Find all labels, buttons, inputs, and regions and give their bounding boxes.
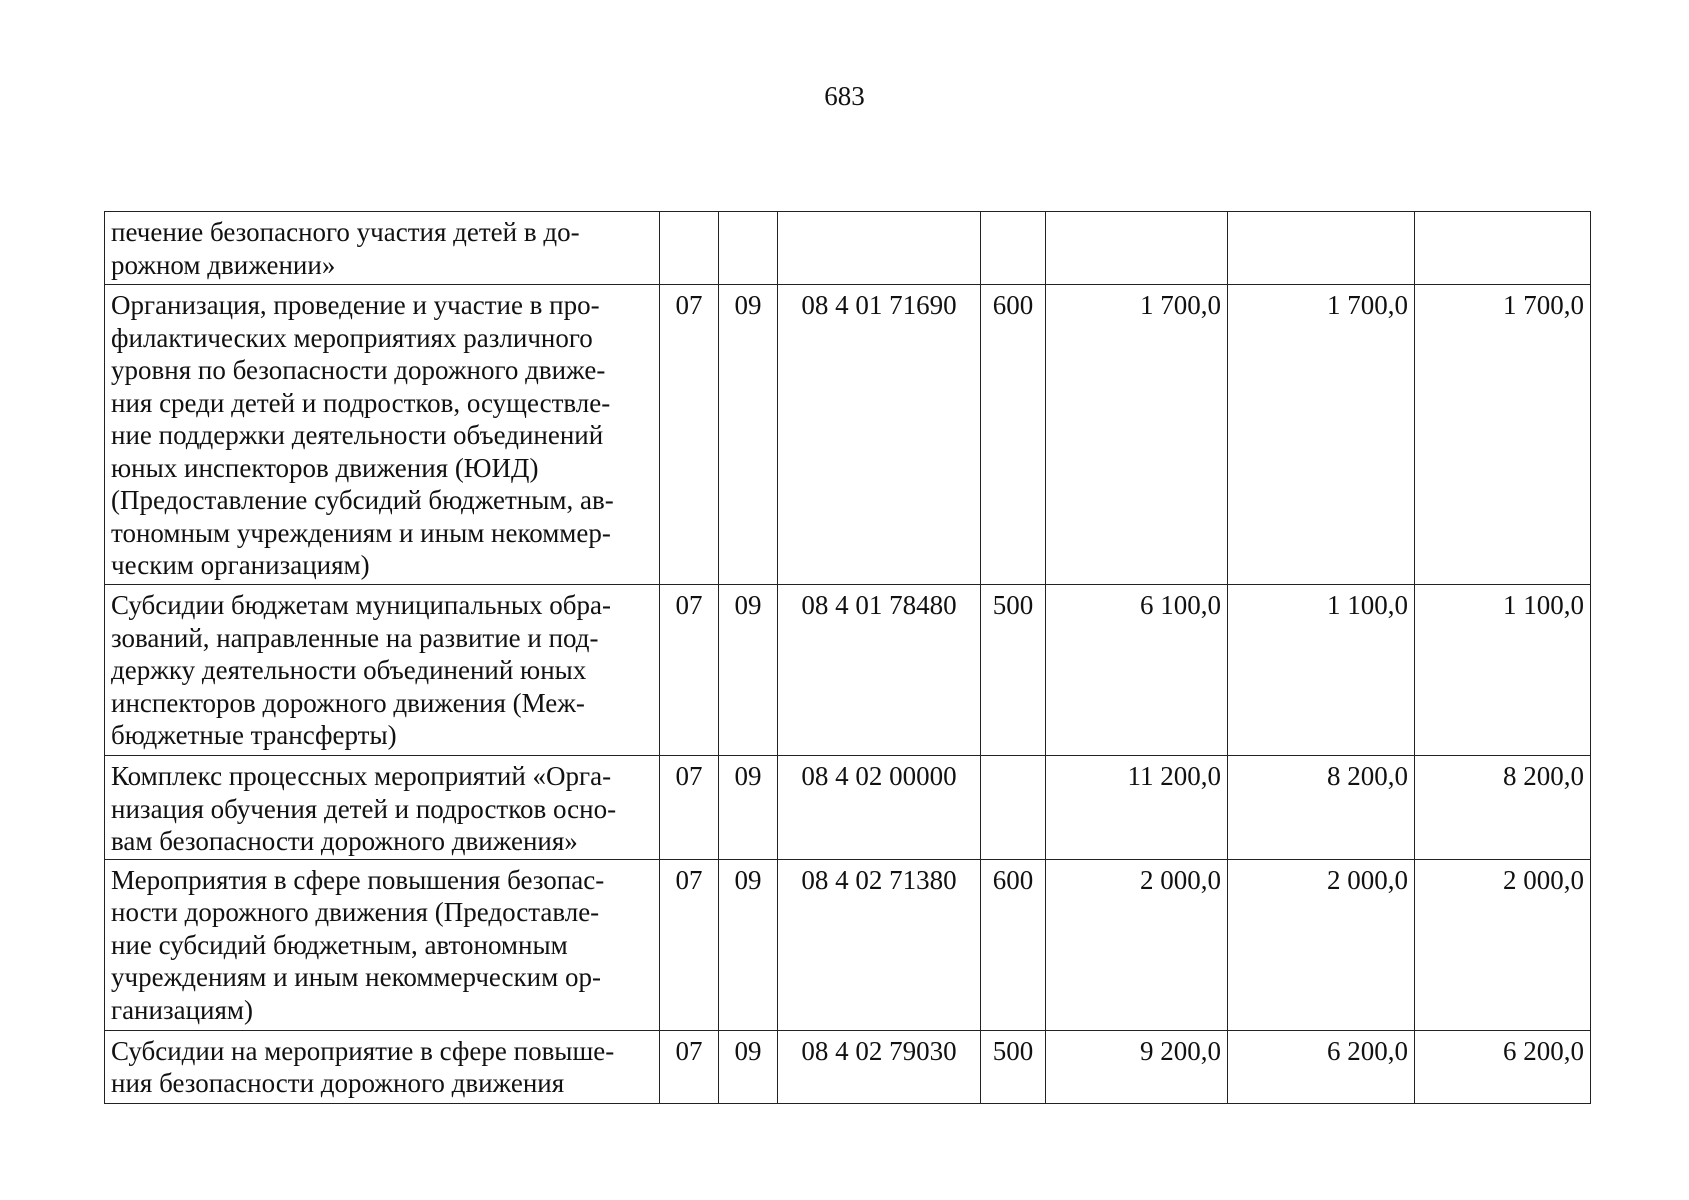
table-row (105, 1030, 1591, 1103)
item-name-line: печение безопасного участия детей в до- (111, 217, 580, 247)
amount-year1-cell: 2 000,0 (1046, 859, 1228, 1030)
target-article-cell: 08 4 02 71380 (778, 859, 981, 1030)
item-name-line: (Предоставление субсидий бюджетным, ав- (111, 485, 614, 515)
page-number: 683 (824, 81, 865, 111)
table-row (105, 212, 1591, 285)
amount-year2-cell (1228, 212, 1415, 285)
item-name-cell (105, 212, 660, 285)
table-row (105, 756, 1591, 860)
amount-year1-cell: 1 700,0 (1046, 285, 1228, 585)
item-name-line: рожном движении» (111, 249, 336, 280)
subsection-code-cell: 09 (719, 859, 778, 1030)
table-row (105, 859, 1591, 1030)
target-article-cell (778, 212, 981, 285)
amount-year1-cell: 11 200,0 (1046, 756, 1228, 860)
amount-year3-cell: 1 100,0 (1415, 585, 1591, 756)
expense-type-cell: 500 (981, 1030, 1046, 1103)
section-code-cell: 07 (660, 1030, 719, 1103)
item-name-line: ния безопасности дорожного движения (111, 1068, 565, 1098)
amount-year3-cell: 8 200,0 (1415, 756, 1591, 860)
amount-year2-cell: 6 200,0 (1228, 1030, 1415, 1103)
amount-year2-cell: 2 000,0 (1228, 859, 1415, 1030)
amount-year2-cell: 1 700,0 (1228, 285, 1415, 585)
amount-year2-cell: 1 100,0 (1228, 585, 1415, 756)
item-name-line: Субсидии на мероприятие в сфере повыше- (111, 1035, 615, 1066)
item-name-line: Мероприятия в сфере повышения безопас- (111, 864, 605, 895)
section-code-cell: 07 (660, 756, 719, 860)
table-body (105, 212, 1591, 1104)
expense-type-cell: 600 (981, 859, 1046, 1030)
item-name-line: вам безопасности дорожного движения» (111, 826, 578, 856)
item-name-line: ние поддержки деятельности объединений (111, 420, 604, 450)
subsection-code-cell: 09 (719, 585, 778, 756)
expense-type-cell (981, 756, 1046, 860)
item-name-line: Организация, проведение и участие в про- (111, 290, 600, 320)
item-name-line: ния среди детей и подростков, осуществле- (111, 387, 611, 418)
subsection-code-cell (719, 212, 778, 285)
item-name-line: низация обучения детей и подростков осно- (111, 793, 617, 824)
item-name-line: бюджетные трансферты) (111, 720, 397, 750)
item-name-line: Субсидии бюджетам муниципальных обра- (111, 590, 611, 620)
item-name-line: ганизациям) (111, 994, 254, 1025)
item-name-line: юных инспекторов движения (ЮИД) (111, 452, 539, 483)
subsection-code-cell: 09 (719, 285, 778, 585)
item-name-line: ние субсидий бюджетным, автономным (111, 929, 568, 960)
item-name-cell (105, 1030, 660, 1103)
expense-type-cell: 600 (981, 285, 1046, 585)
amount-year3-cell: 6 200,0 (1415, 1030, 1591, 1103)
subsection-code-cell: 09 (719, 756, 778, 860)
item-name-line: держку деятельности объединений юных (111, 655, 587, 685)
target-article-cell: 08 4 02 79030 (778, 1030, 981, 1103)
item-name-line: уровня по безопасности дорожного движе- (111, 355, 606, 385)
table-row (105, 285, 1591, 585)
item-name-cell (105, 859, 660, 1030)
target-article-cell: 08 4 01 78480 (778, 585, 981, 756)
item-name-line: ности дорожного движения (Предоставле- (111, 897, 600, 927)
section-code-cell (660, 212, 719, 285)
amount-year3-cell: 1 700,0 (1415, 285, 1591, 585)
target-article-cell: 08 4 02 00000 (778, 756, 981, 860)
item-name-line: зований, направленные на развитие и под- (111, 622, 599, 653)
item-name-line: учреждениям и иным некоммерческим ор- (111, 962, 601, 992)
amount-year2-cell: 8 200,0 (1228, 756, 1415, 860)
item-name-line: инспекторов дорожного движения (Меж- (111, 687, 585, 718)
item-name-cell (105, 285, 660, 585)
item-name-cell (105, 585, 660, 756)
item-name-line: ческим организациям) (111, 550, 370, 580)
target-article-cell: 08 4 01 71690 (778, 285, 981, 585)
section-code-cell: 07 (660, 585, 719, 756)
item-name-line: тономным учреждениям и иным некоммер- (111, 517, 611, 548)
amount-year3-cell: 2 000,0 (1415, 859, 1591, 1030)
item-name-line: филактических мероприятиях различного (111, 322, 593, 353)
section-code-cell: 07 (660, 285, 719, 585)
section-code-cell: 07 (660, 859, 719, 1030)
item-name-line: Комплекс процессных мероприятий «Орга- (111, 761, 612, 791)
expense-type-cell: 500 (981, 585, 1046, 756)
budget-table (104, 211, 1591, 1104)
subsection-code-cell: 09 (719, 1030, 778, 1103)
amount-year1-cell: 9 200,0 (1046, 1030, 1228, 1103)
amount-year3-cell (1415, 212, 1591, 285)
amount-year1-cell (1046, 212, 1228, 285)
expense-type-cell (981, 212, 1046, 285)
item-name-cell (105, 756, 660, 860)
table-row (105, 585, 1591, 756)
amount-year1-cell: 6 100,0 (1046, 585, 1228, 756)
